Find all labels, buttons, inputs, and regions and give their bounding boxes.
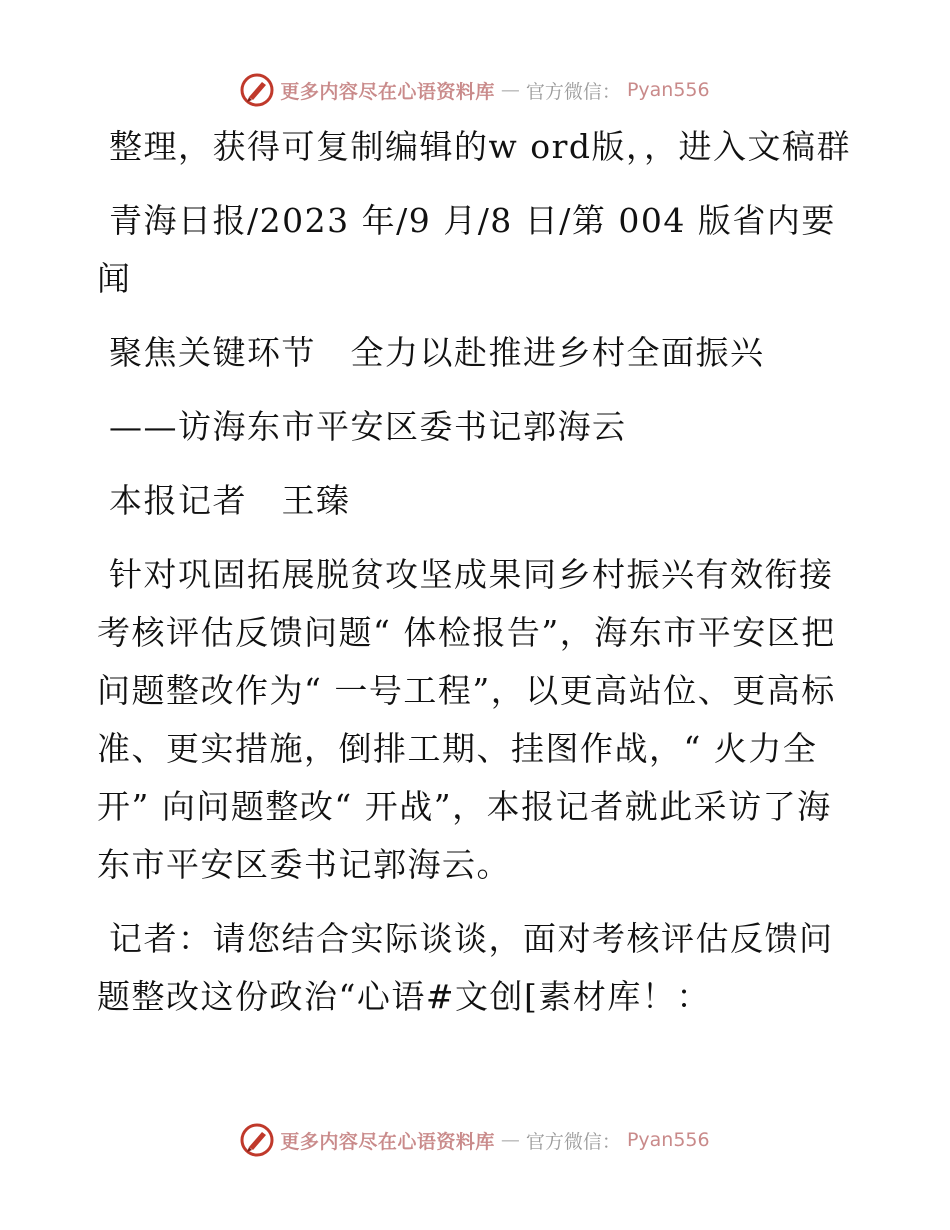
source-line: 青海日报/2023 年/9 月/8 日/第 004 版省内要闻 <box>97 201 836 298</box>
watermark-text: 更多内容尽在心语资料库 <box>280 80 495 103</box>
watermark-text: 更多内容尽在心语资料库 <box>280 1130 495 1153</box>
footer-watermark <box>0 1120 950 1160</box>
watermark-separator: — <box>500 1129 520 1151</box>
article-title: 聚焦关键环节 全力以赴推进乡村全面振兴 <box>109 333 765 372</box>
reporter-byline: 本报记者 王臻 <box>109 481 351 520</box>
watermark-wechat-label: 官方微信： <box>525 80 621 103</box>
article-subtitle: ——访海东市平安区委书记郭海云 <box>109 407 627 446</box>
question-paragraph: 记者：请您结合实际谈谈，面对考核评估反馈问题整改这份政治“心语#文创[素材库！： <box>97 919 834 1016</box>
pen-logo-icon <box>240 1123 274 1157</box>
header-watermark <box>0 70 950 110</box>
lead-paragraph: 针对巩固拓展脱贫攻坚成果同乡村振兴有效衔接考核评估反馈问题“ 体检报告”，海东市平安区把问题整改作为“ 一号工程”，以更高站位、更高标准、更实措施，倒排工期、挂图作战，“ 火力全开” 向问题整改“ 开战”，本报记者就此采访了海东市平安区委书记郭海云。 <box>97 555 836 884</box>
watermark-wechat-id: Pyan556 <box>626 79 710 101</box>
intro-note: 整理，获得可复制编辑的w ord版，，进入文稿群 <box>109 127 852 166</box>
pen-logo-icon <box>240 73 274 107</box>
watermark-wechat-id: Pyan556 <box>626 1129 710 1151</box>
document-body <box>97 118 857 1042</box>
watermark-wechat-label: 官方微信： <box>525 1130 621 1153</box>
watermark-separator: — <box>500 79 520 101</box>
